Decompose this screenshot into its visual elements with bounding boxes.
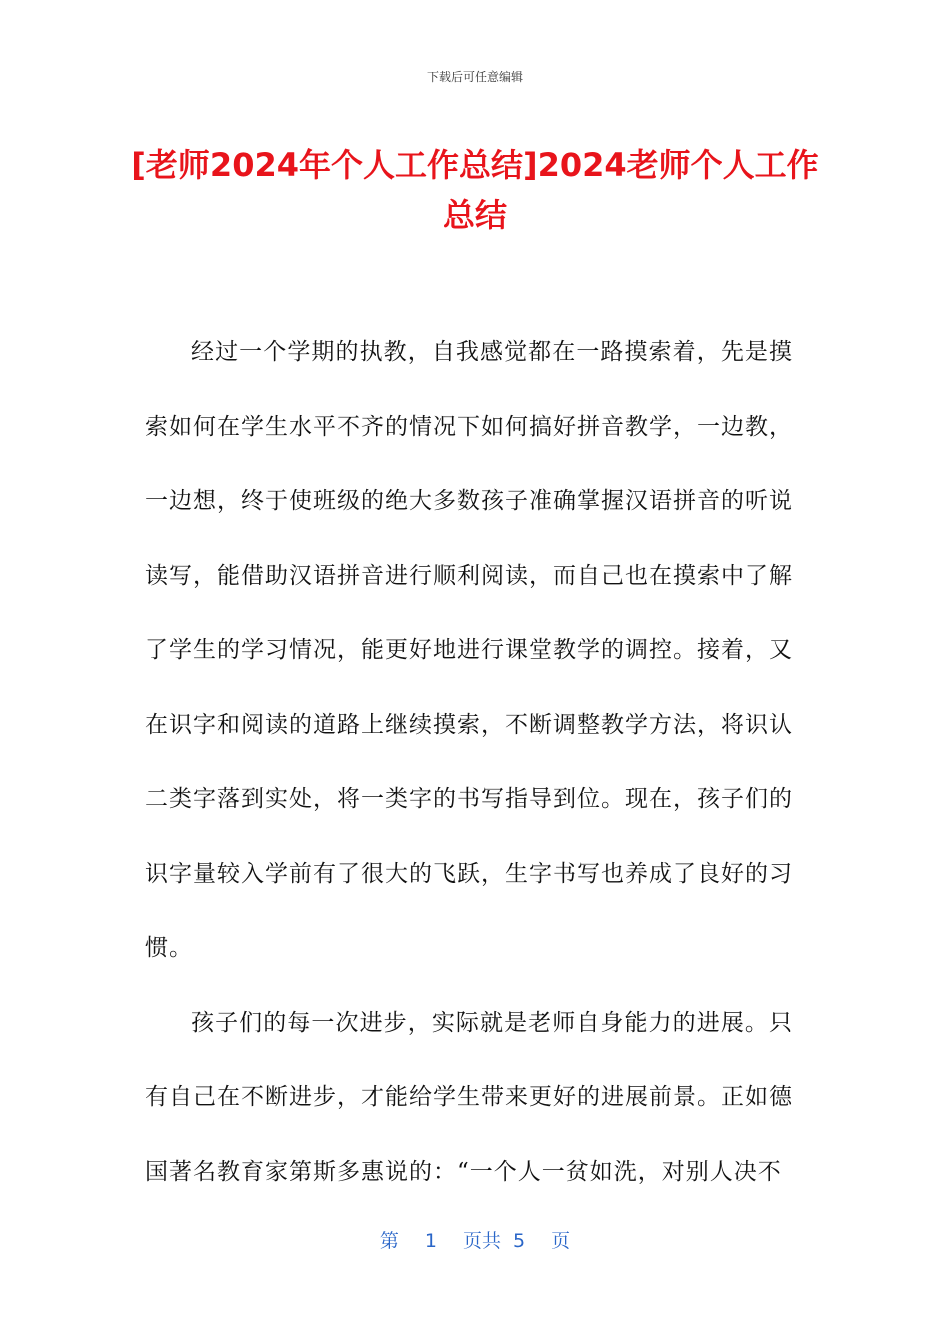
header-note: 下载后可任意编辑: [426, 70, 523, 84]
total-pages: 5: [513, 1230, 526, 1252]
page-suffix: 页: [551, 1230, 571, 1252]
paragraph: 孩子们的每一次进步，实际就是老师自身能力的进展。只有自己在不断进步，才能给学生带来更好的进展前景。正如德国著名教育家第斯多惠说的：“一个人一贫如洗，对别人决不: [145, 1009, 793, 1185]
document-body: [145, 315, 793, 1209]
page-footer: [0, 1226, 950, 1253]
page-prefix: 第: [379, 1230, 399, 1252]
document-title: [老师2024年个人工作总结]2024老师个人工作总结: [131, 146, 819, 234]
paragraph: 经过一个学期的执教，自我感觉都在一路摸索着，先是摸索如何在学生水平不齐的情况下如何搞好拼音教学，一边教，一边想，终于使班级的绝大多数孩子准确掌握汉语拼音的听说读写，能借助汉语拼音进行顺利阅读，而自己也在摸索中了解了学生的学习情况，能更好地进行课堂教学的调控。接着，又在识字和阅读的道路上继续摸索，不断调整教学方法，将识认二类字落到实处，将一类字的书写指导到位。现在，孩子们的识字量较入学前有了很大的飞跃，生字书写也养成了良好的习惯。: [145, 339, 793, 961]
page-number: 1: [424, 1230, 437, 1252]
page-middle: 页共: [462, 1230, 501, 1252]
